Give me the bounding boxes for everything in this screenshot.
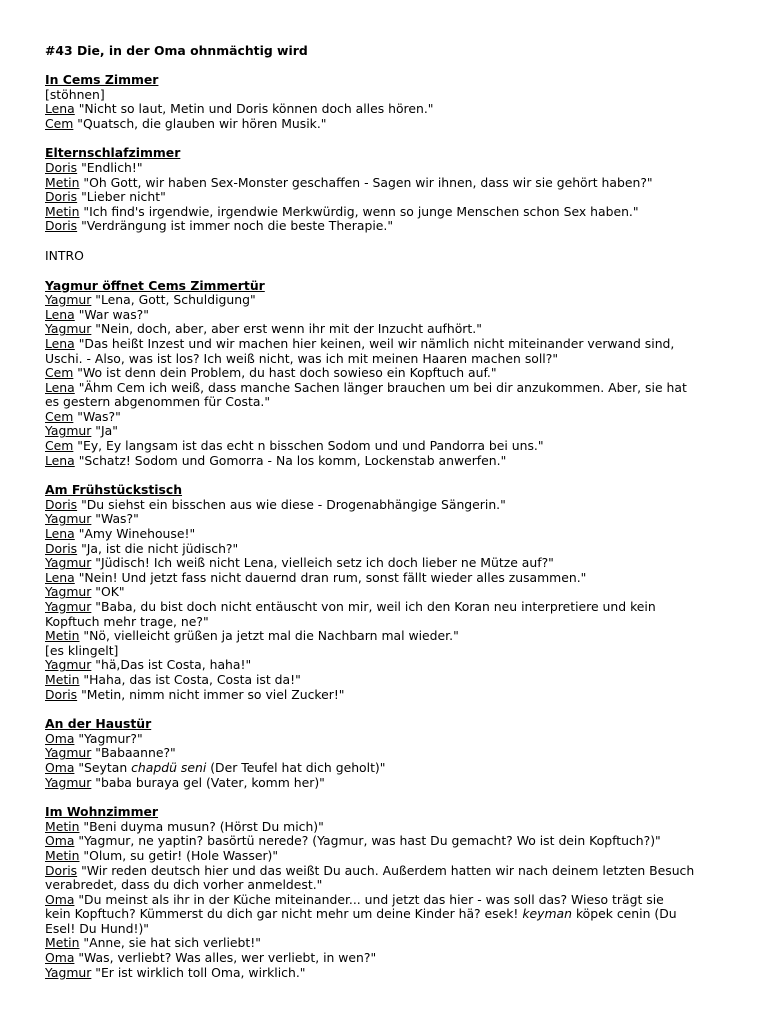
speaker-name: Lena	[45, 335, 75, 351]
scene-section	[45, 73, 728, 131]
speaker-name: Lena	[45, 526, 75, 542]
speaker-name: Doris	[45, 218, 78, 234]
dialogue-line	[45, 936, 728, 951]
scene-section	[45, 805, 728, 980]
dialogue-line	[45, 190, 728, 205]
dialogue-text: "Das heißt Inzest und wir machen hier keinen, weil wir nämlich nicht miteinander verwand sind,	[74, 335, 675, 351]
dialogue-text: verabredet, dass du dich vorher anmeldest."	[45, 877, 323, 893]
dialogue-line	[45, 439, 728, 454]
speaker-name: Yagmur	[45, 745, 92, 761]
speaker-name: Doris	[45, 540, 78, 556]
dialogue-line	[45, 834, 728, 849]
speaker-name: Cem	[45, 115, 74, 131]
dialogue-line	[45, 746, 728, 761]
speaker-name: Yagmur	[45, 292, 92, 308]
scene-heading: Yagmur öffnet Cems Zimmertür	[45, 277, 265, 293]
scene-heading: In Cems Zimmer	[45, 72, 159, 87]
scene-heading: Im Wohnzimmer	[45, 804, 159, 820]
dialogue-line	[45, 820, 728, 835]
speaker-name: Yagmur	[45, 584, 92, 600]
dialogue-text: "Yagmur?"	[74, 730, 143, 746]
stage-direction	[45, 88, 728, 103]
dialogue-text: "Quatsch, die glauben wir hören Musik."	[73, 115, 327, 131]
dialogue-line	[45, 527, 728, 542]
dialogue-text: "Ich find's irgendwie, irgendwie Merkwürdig, wenn so junge Menschen schon Sex haben."	[79, 203, 639, 219]
speaker-name: Metin	[45, 818, 80, 834]
scene-section	[45, 717, 728, 790]
dialogue-line	[45, 381, 728, 396]
dialogue-text: köpek cenin (Du	[572, 906, 677, 922]
speaker-name: Doris	[45, 159, 78, 175]
dialogue-line	[45, 966, 728, 981]
dialogue-text: "Oh Gott, wir haben Sex-Monster geschaffen - Sagen wir ihnen, dass wir sie gehört haben?"	[79, 174, 653, 190]
dialogue-text: "baba buraya gel (Vater, komm her)"	[91, 774, 325, 790]
dialogue-continuation	[45, 395, 728, 410]
dialogue-line	[45, 688, 728, 703]
speaker-name: Yagmur	[45, 555, 92, 571]
speaker-name: Doris	[45, 862, 78, 878]
dialogue-text-italic: keyman	[522, 906, 572, 922]
speaker-name: Lena	[45, 569, 75, 585]
scene-section	[45, 146, 728, 234]
dialogue-line	[45, 337, 728, 352]
stage-direction	[45, 644, 728, 659]
dialogue-text: "Lieber nicht"	[77, 189, 166, 205]
dialogue-line	[45, 673, 728, 688]
dialogue-line	[45, 776, 728, 791]
speaker-name: Yagmur	[45, 511, 92, 527]
dialogue-line	[45, 629, 728, 644]
dialogue-line	[45, 308, 728, 323]
speaker-name: Cem	[45, 408, 74, 424]
dialogue-line	[45, 732, 728, 747]
dialogue-text: "Ja"	[91, 423, 118, 439]
dialogue-text: Uschi. - Also, was ist los? Ich weiß nicht, was ich mit meinen Haaren machen soll?"	[45, 350, 559, 366]
dialogue-line	[45, 322, 728, 337]
dialogue-text: "Haha, das ist Costa, Costa ist da!"	[79, 671, 301, 687]
scene-section	[45, 279, 728, 469]
dialogue-text: "Anne, sie hat sich verliebt!"	[79, 935, 261, 951]
speaker-name: Yagmur	[45, 964, 92, 980]
speaker-name: Metin	[45, 935, 80, 951]
dialogue-line	[45, 102, 728, 117]
dialogue-text: "hä,Das ist Costa, haha!"	[91, 657, 252, 673]
dialogue-continuation	[45, 907, 728, 922]
dialogue-line	[45, 117, 728, 132]
speaker-name: Metin	[45, 671, 80, 687]
dialogue-line	[45, 161, 728, 176]
dialogue-text: "OK"	[91, 584, 125, 600]
dialogue-text: "Du siehst ein bisschen aus wie diese - Drogenabhängige Sängerin."	[77, 496, 506, 512]
dialogue-text: "Nicht so laut, Metin und Doris können doch alles hören."	[74, 101, 434, 117]
dialogue-continuation	[45, 878, 728, 893]
dialogue-text: "Nein! Und jetzt fass nicht dauernd dran rum, sonst fällt wieder alles zusammen."	[74, 569, 587, 585]
dialogue-text: "Du meinst als ihr in der Küche miteinander... und jetzt das hier - was soll das? Wieso trägt sie	[74, 891, 664, 907]
speaker-name: Yagmur	[45, 774, 92, 790]
speaker-name: Cem	[45, 365, 74, 381]
speaker-name: Oma	[45, 833, 75, 849]
script-body	[45, 73, 728, 980]
dialogue-line	[45, 556, 728, 571]
dialogue-text: "Lena, Gott, Schuldigung"	[91, 292, 256, 308]
dialogue-line	[45, 571, 728, 586]
dialogue-text: "Er ist wirklich toll Oma, wirklich."	[91, 964, 306, 980]
scene-heading: Elternschlafzimmer	[45, 145, 181, 161]
speaker-name: Metin	[45, 203, 80, 219]
dialogue-text: [es klingelt]	[45, 642, 119, 658]
speaker-name: Oma	[45, 950, 75, 966]
speaker-name: Metin	[45, 847, 80, 863]
dialogue-line	[45, 585, 728, 600]
dialogue-text: "Ja, ist die nicht jüdisch?"	[77, 540, 239, 556]
dialogue-text: "Amy Winehouse!"	[74, 526, 196, 542]
speaker-name: Oma	[45, 759, 75, 775]
speaker-name: Yagmur	[45, 423, 92, 439]
dialogue-text: "Was, verliebt? Was alles, wer verliebt, in wen?"	[74, 950, 377, 966]
dialogue-text: es gestern abgenommen für Costa."	[45, 394, 271, 410]
scene-heading: An der Haustür	[45, 716, 152, 732]
dialogue-text: "Baba, du bist doch nicht entäuscht von mir, weil ich den Koran neu interpretiere und kein	[91, 599, 656, 614]
dialogue-line	[45, 951, 728, 966]
dialogue-continuation	[45, 615, 728, 630]
dialogue-text: "Babaanne?"	[91, 745, 176, 761]
speaker-name: Cem	[45, 438, 74, 454]
dialogue-line	[45, 366, 728, 381]
dialogue-line	[45, 205, 728, 220]
dialogue-text: "Verdrängung ist immer noch die beste Therapie."	[77, 218, 394, 234]
dialogue-text: [stöhnen]	[45, 86, 105, 102]
dialogue-text: Kopftuch mehr trage, ne?"	[45, 613, 209, 629]
dialogue-line	[45, 219, 728, 234]
speaker-name: Lena	[45, 379, 75, 395]
speaker-name: Yagmur	[45, 599, 92, 614]
dialogue-text: "Wir reden deutsch hier und das weißt Du auch. Außerdem hatten wir nach deinem letzten Besuch	[77, 862, 695, 878]
dialogue-text-italic: chapdü seni	[131, 759, 207, 775]
scene-heading: Am Frühstückstisch	[45, 482, 183, 498]
dialogue-text: "Was?"	[91, 511, 139, 527]
dialogue-text: "Beni duyma musun? (Hörst Du mich)"	[79, 818, 324, 834]
dialogue-line	[45, 512, 728, 527]
dialogue-line	[45, 176, 728, 191]
dialogue-continuation	[45, 352, 728, 367]
speaker-name: Lena	[45, 452, 75, 468]
dialogue-line	[45, 410, 728, 425]
dialogue-text: "Ähm Cem ich weiß, dass manche Sachen länger brauchen um bei dir anzukommen. Aber, sie hat	[74, 379, 687, 395]
dialogue-text: "Jüdisch! Ich weiß nicht Lena, vielleich setz ich doch lieber ne Mütze auf?"	[91, 555, 554, 571]
dialogue-line	[45, 424, 728, 439]
speaker-name: Doris	[45, 686, 78, 702]
speaker-name: Yagmur	[45, 321, 92, 337]
dialogue-text: kein Kopftuch? Kümmerst du dich gar nicht mehr um deine Kinder hä? esek!	[45, 906, 523, 922]
dialogue-line	[45, 658, 728, 673]
dialogue-text: "Nö, vielleicht grüßen ja jetzt mal die Nachbarn mal wieder."	[79, 628, 459, 644]
speaker-name: Doris	[45, 189, 78, 205]
dialogue-continuation	[45, 922, 728, 937]
scene-section	[45, 483, 728, 702]
speaker-name: Lena	[45, 306, 75, 322]
dialogue-line	[45, 893, 728, 908]
dialogue-text: "Metin, nimm nicht immer so viel Zucker!"	[77, 686, 345, 702]
dialogue-text: Esel! Du Hund!)"	[45, 920, 149, 936]
speaker-name: Yagmur	[45, 657, 92, 673]
dialogue-text: "Seytan	[74, 759, 132, 775]
dialogue-text: "Yagmur, ne yaptin? basörtü nerede? (Yagmur, was hast Du gemacht? Wo ist dein Kopftuch?)"	[74, 833, 661, 849]
dialogue-text: INTRO	[45, 247, 84, 263]
speaker-name: Doris	[45, 496, 78, 512]
dialogue-line	[45, 498, 728, 513]
dialogue-text: "War was?"	[74, 306, 149, 322]
dialogue-line	[45, 849, 728, 864]
dialogue-text: "Wo ist denn dein Problem, du hast doch sowieso ein Kopftuch auf."	[73, 365, 497, 381]
dialogue-line	[45, 864, 728, 879]
speaker-name: Oma	[45, 730, 75, 746]
speaker-name: Lena	[45, 101, 75, 117]
dialogue-line	[45, 600, 728, 615]
speaker-name: Metin	[45, 174, 80, 190]
speaker-name: Metin	[45, 628, 80, 644]
stage-direction	[45, 249, 728, 264]
dialogue-line	[45, 454, 728, 469]
dialogue-line	[45, 761, 728, 776]
dialogue-text: "Endlich!"	[77, 159, 143, 175]
dialogue-text: "Was?"	[73, 408, 121, 424]
page-title: #43 Die, in der Oma ohnmächtig wird	[45, 43, 308, 58]
dialogue-text: "Ey, Ey langsam ist das echt n bisschen Sodom und und Pandorra bei uns."	[73, 438, 544, 454]
dialogue-line	[45, 293, 728, 308]
dialogue-text: "Olum, su getir! (Hole Wasser)"	[79, 847, 279, 863]
dialogue-text: "Schatz! Sodom und Gomorra - Na los komm, Lockenstab anwerfen."	[74, 452, 507, 468]
dialogue-line	[45, 542, 728, 557]
speaker-name: Oma	[45, 891, 75, 907]
scene-section	[45, 249, 728, 264]
dialogue-text: "Nein, doch, aber, aber erst wenn ihr mit der Inzucht aufhört."	[91, 321, 482, 337]
dialogue-text: (Der Teufel hat dich geholt)"	[206, 759, 386, 775]
